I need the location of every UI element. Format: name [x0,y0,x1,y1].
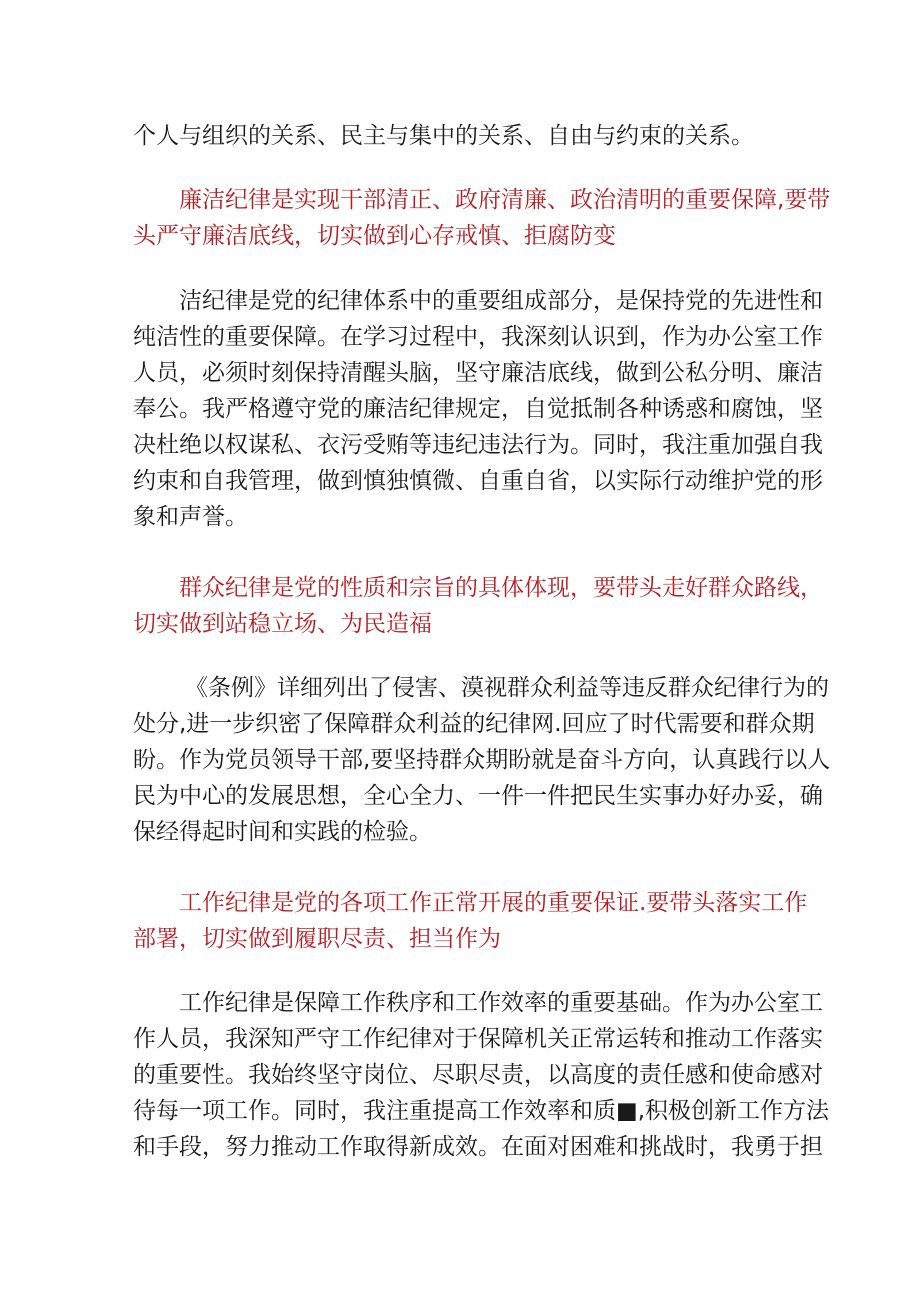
text-line: 奉公。我严格遵守党的廉洁纪律规定，自觉抵制各种诱惑和腐蚀，坚 [133,396,823,422]
heading-work-discipline [133,885,808,957]
text-line: 部署，切实做到履职尽责、担当作为 [133,926,501,952]
text-line: 的重要性。我始终坚守岗位、尽职尽责，以高度的责任感和使命感对 [133,1062,823,1088]
text-line: 廉洁纪律是实现干部清正、政府清廉、政治清明的重要保障,要带 [179,187,831,213]
heading-mass-discipline [133,570,823,642]
text-line: 约束和自我管理，做到慎独慎微、自重自省，以实际行动维护党的形 [133,468,823,494]
text-line: 《条例》详细列出了侵害、漠视群众利益等违反群众纪律行为的 [185,675,829,701]
text-line: 纯洁性的重要保障。在学习过程中，我深刻认识到，作为办公室工作 [133,324,823,350]
paragraph-integrity-discipline [133,283,823,535]
text-line: 人员，必须时刻保持清醒头脑，坚守廉洁底线，做到公私分明、廉洁 [133,360,823,386]
text-line: 工作纪律是党的各项工作正常开展的重要保证.要带头落实工作 [179,890,808,916]
text-line: 切实做到站稳立场、为民造福 [133,611,432,637]
text-line: 作人员，我深知严守工作纪律对于保障机关正常运转和推动工作落实 [133,1026,823,1052]
text-line: 盼。作为党员领导干部,要坚持群众期盼就是奋斗方向，认真践行以人 [133,747,831,773]
text-line: 洁纪律是党的纪律体系中的重要组成部分，是保持党的先进性和 [179,288,823,314]
text-line: 和手段，努力推动工作取得新成效。在面对困难和挑战时，我勇于担 [133,1134,823,1160]
paragraph-work-discipline [133,985,830,1165]
text-line: 工作纪律是保障工作秩序和工作效率的重要基础。作为办公室工 [179,990,823,1016]
text-line: 待每一项工作。同时，我注重提高工作效率和质■,积极创新工作方法 [133,1098,830,1124]
text-line: 群众纪律是党的性质和宗旨的具体体现，要带头走好群众路线， [179,575,823,601]
text-line: 处分,进一步织密了保障群众利益的纪律网.回应了时代需要和群众期 [133,711,815,737]
text-line: 保经得起时间和实践的检验。 [133,819,432,845]
paragraph-relations [133,118,793,154]
paragraph-mass-discipline [133,670,831,850]
text-line: 民为中心的发展思想，全心全力、一件一件把民生实事办好办妥，确 [133,783,823,809]
text-line: 象和声誉。 [133,504,248,530]
text-line: 决杜绝以权谋私、衣污受贿等违纪违法行为。同时，我注重加强自我 [133,432,823,458]
heading-integrity-discipline [133,182,831,254]
text-line: 个人与组织的关系、民主与集中的关系、自由与约束的关系。 [133,123,754,149]
text-line: 头严守廉洁底线，切实做到心存戒慎、拒腐防变 [133,223,616,249]
